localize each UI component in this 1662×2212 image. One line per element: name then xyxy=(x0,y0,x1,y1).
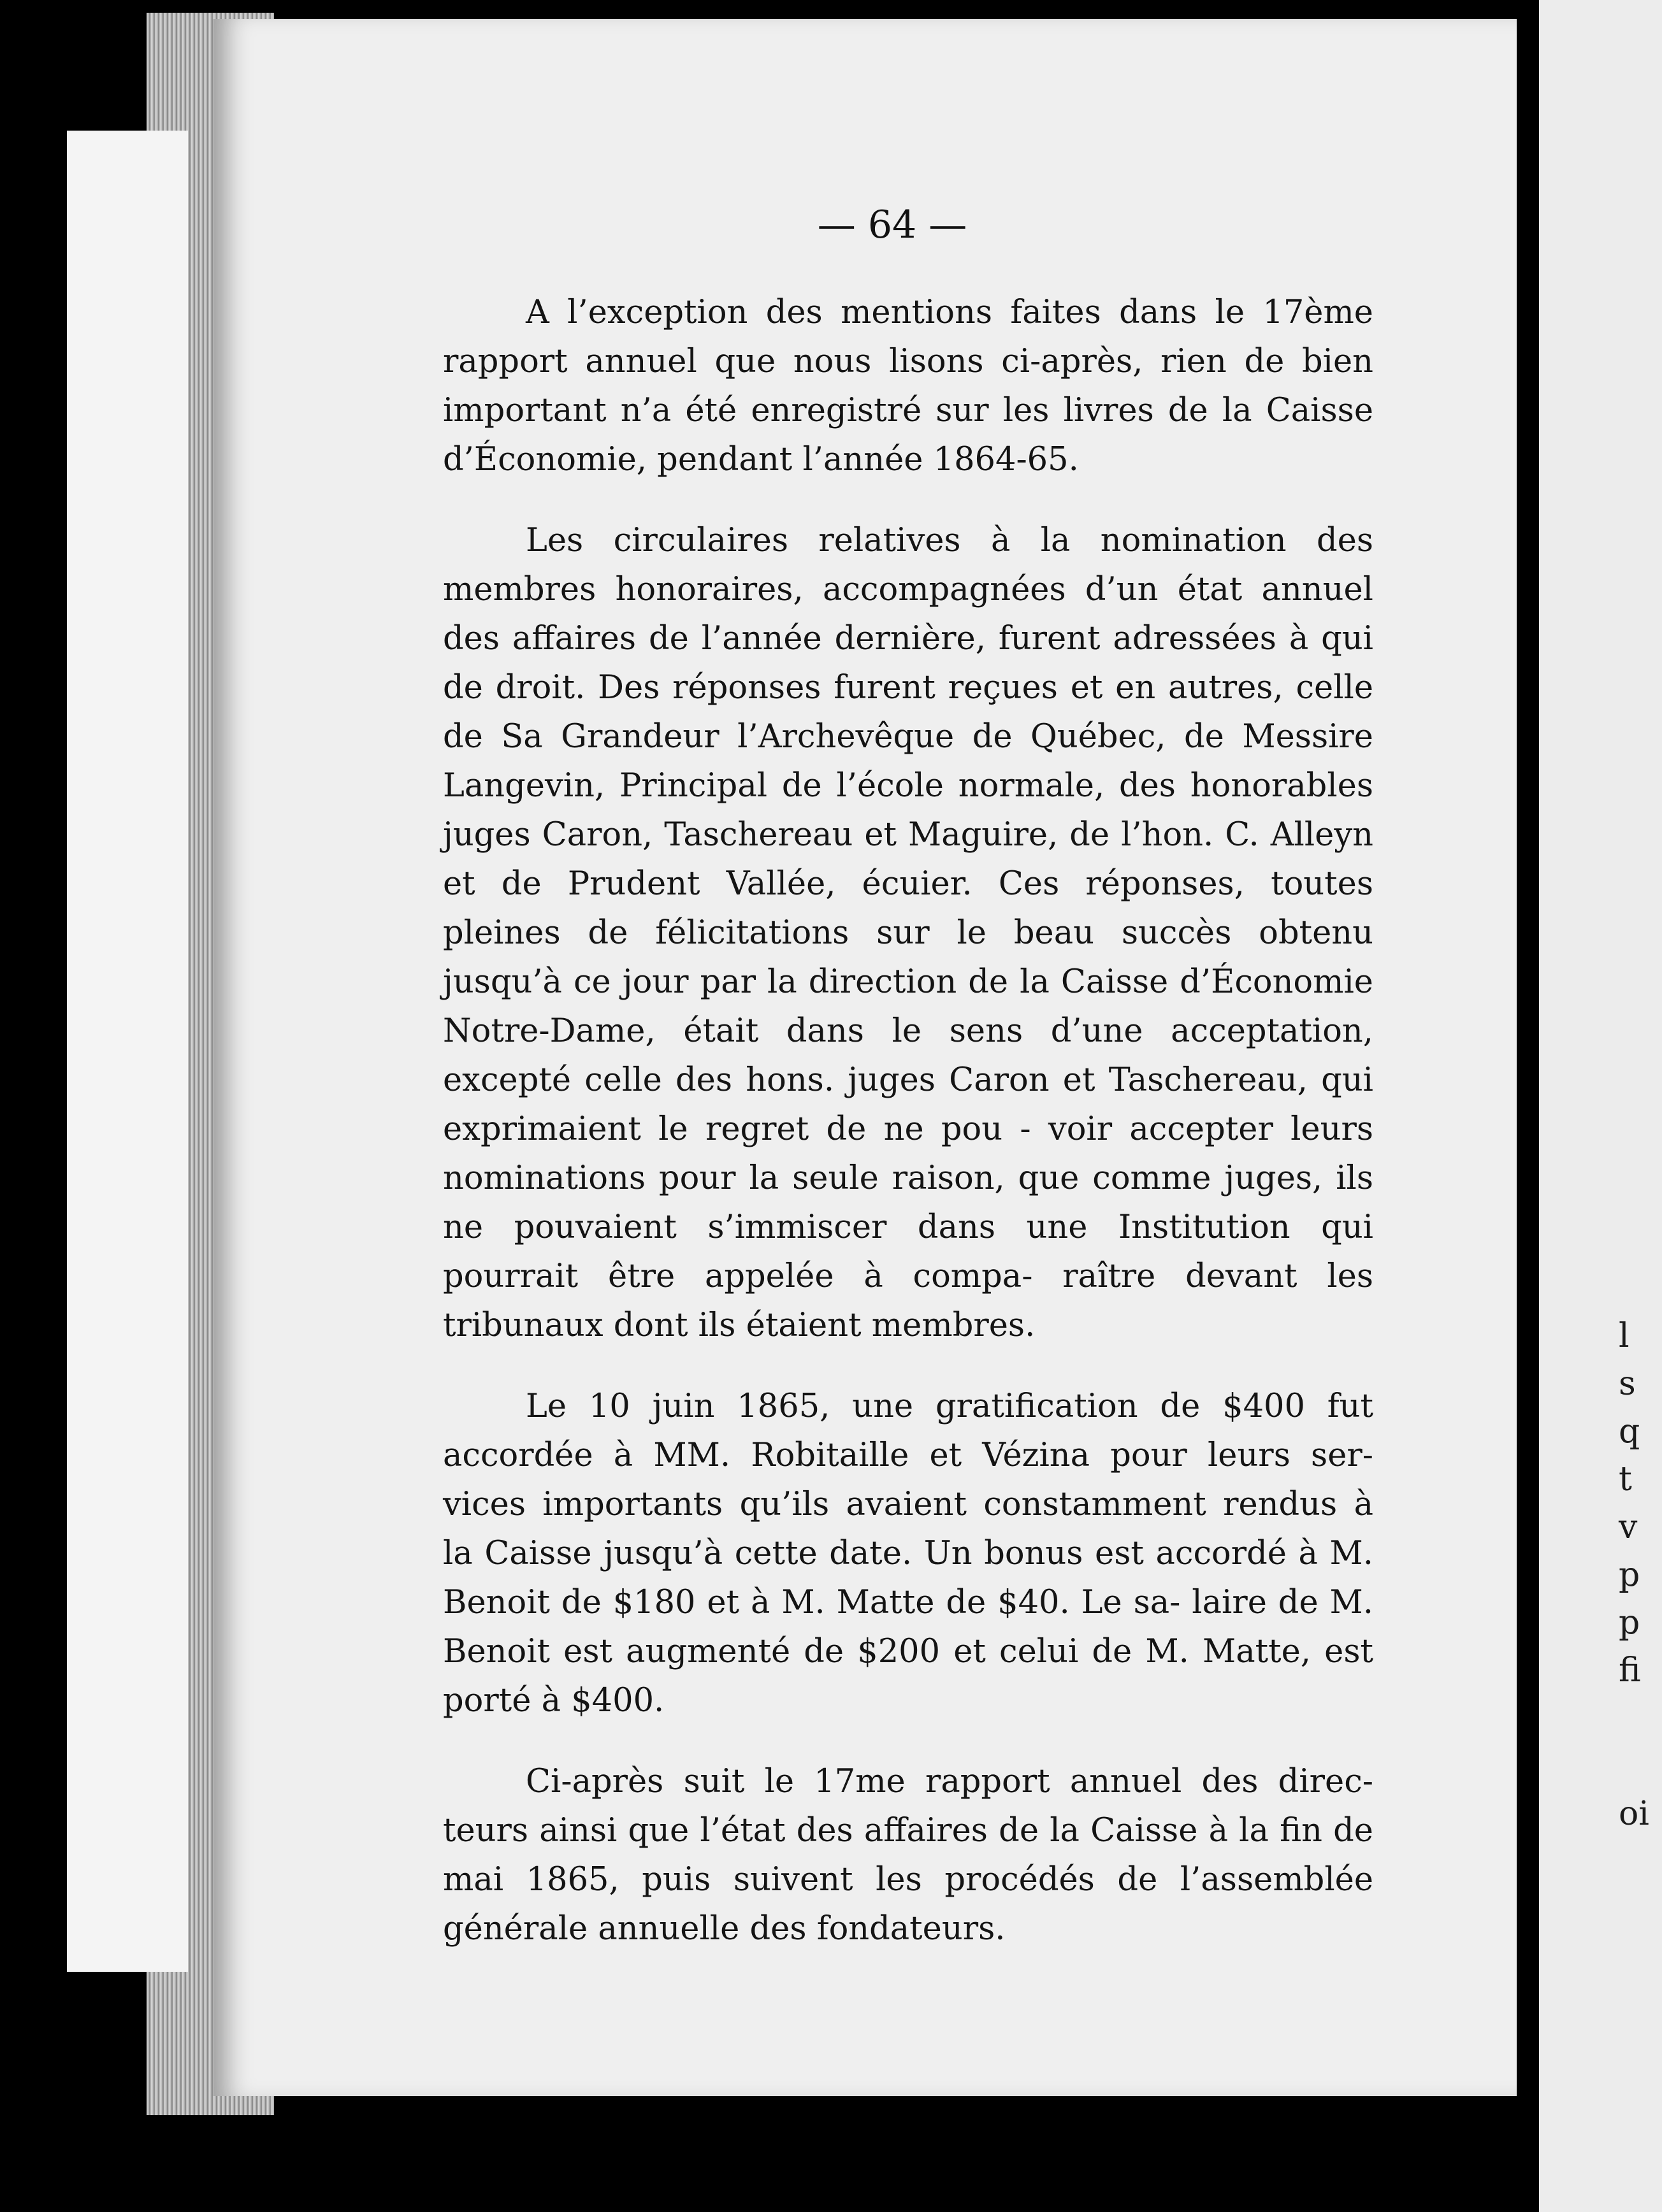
text-fragment: oi xyxy=(1619,1795,1649,1833)
text-fragment: fi xyxy=(1619,1651,1641,1690)
book-gutter xyxy=(1517,0,1539,2212)
left-page-margin xyxy=(67,131,188,1972)
paragraph: Les circulaires relatives à la nomination des membres honoraires, accompagnées d’un état annuel des affaires de l’année dernière, furent adressées à qui de droit. Des réponses furent reçues et en autres, celle de Sa Grandeur l’Archevêque de Québec, de Messire Langevin, Principal de l’école normale, des honorables juges Caron, Taschereau et Maguire, de l’hon. C. Alleyn et de Prudent Vallée, écuier. Ces réponses, toutes pleines de félicitations sur le beau succès obtenu jusqu’à ce jour par la direction de la Caisse d’Économie Notre-Dame, était dans le sens d’une acceptation, excepté celle des hons. juges Caron et Taschereau, qui exprimaient le regret de ne pou - voir accepter leurs nominations pour la seule raison, que comme juges, ils ne pouvaient s’immiscer dans une Institution qui pourrait être appelée à compa- raître devant les tribunaux dont ils étaient membres. xyxy=(443,522,1373,1344)
paragraph: A l’exception des mentions faites dans le 17ème rapport annuel que nous lisons ci-après, rien de bien important n’a été enregistré sur les livres de la Caisse d’Économie, pendant l’année 1864-65. xyxy=(443,294,1373,478)
text-fragment: p xyxy=(1619,1556,1640,1594)
next-page-fragments xyxy=(1619,1312,1662,1838)
text-fragment: p xyxy=(1619,1604,1640,1642)
text-fragment: t xyxy=(1619,1460,1632,1498)
page-number: — 64 — xyxy=(817,203,967,247)
paragraph: Ci-après suit le 17me rapport annuel des direc- teurs ainsi que l’état des affaires de la Caisse à la fin de mai 1865, puis suivent les procédés de l’assemblée générale annuelle des fondateurs. xyxy=(443,1763,1373,1948)
text-fragment: s xyxy=(1619,1365,1636,1403)
text-fragment: l xyxy=(1619,1317,1629,1355)
text-fragment: q xyxy=(1619,1412,1640,1451)
paragraph: Le 10 juin 1865, une gratification de $400 fut accordée à MM. Robitaille et Vézina pour leurs ser- vices importants qu’ils avaient constamment rendus à la Caisse jusqu’à cette date. Un bonus est accordé à M. Benoit de $180 et à M. Matte de $40. Le sa- laire de M. Benoit est augmenté de $200 et celui de M. Matte, est porté à $400. xyxy=(443,1388,1373,1720)
page-text xyxy=(443,288,1373,1953)
next-page-edge xyxy=(1539,0,1662,2212)
text-fragment: v xyxy=(1619,1508,1638,1546)
